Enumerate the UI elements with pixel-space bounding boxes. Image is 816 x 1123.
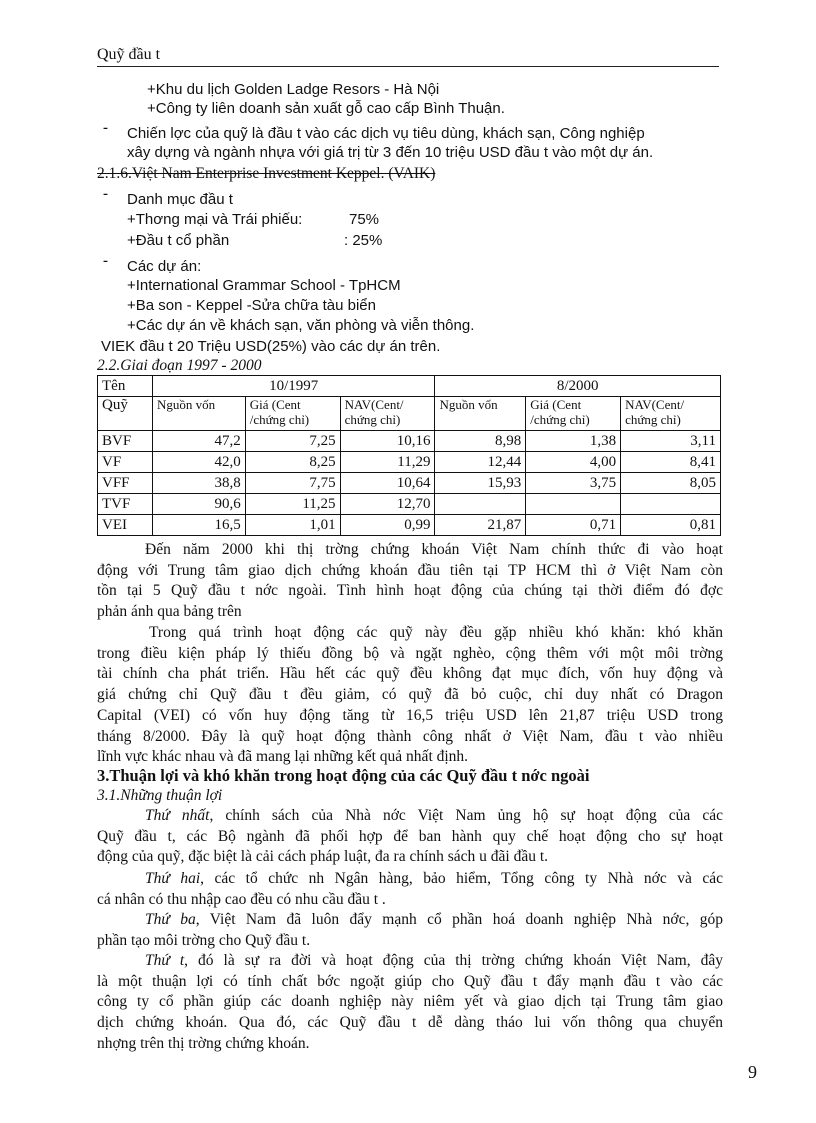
- table-cell: 8,25: [245, 452, 340, 473]
- table-cell: 21,87: [435, 515, 526, 536]
- page-number: 9: [748, 1062, 757, 1082]
- table-cell: 47,2: [152, 431, 245, 452]
- subheader-price-2000: Giá (Cent /chứng chỉ): [526, 397, 621, 431]
- subheader-nav-1997: NAV(Cent/ chứng chỉ): [340, 397, 435, 431]
- project-item-hotels: +Các dự án về khách sạn, văn phòng và viễn thông.: [127, 317, 475, 334]
- table-cell: 1,01: [245, 515, 340, 536]
- table-cell: 42,0: [152, 452, 245, 473]
- page-header-title: Quỹ đầu t: [97, 46, 161, 63]
- fund-name: VEI: [98, 515, 153, 536]
- paragraph-second-advantage: [97, 869, 723, 910]
- table-cell: 0,81: [621, 515, 721, 536]
- paragraph-line: động của quỹ, đặc biệt là cải cách pháp luật, đa ra chính sách u đãi đầu t.: [97, 848, 549, 866]
- paragraph-market-2000: [97, 540, 723, 623]
- paragraph-line: Quỹ đầu t, các Bộ ngành đã phối hợp để ban hành quy chế hoạt động cho sự hoạt: [97, 827, 723, 845]
- table-cell: 10,64: [340, 473, 435, 494]
- table-cell: 0,71: [526, 515, 621, 536]
- section-3-heading: 3.Thuận lợi và khó khăn trong hoạt động của các Quỹ đầu t nớc ngoài: [97, 766, 590, 785]
- trade-bonds-label: +Thơng mại và Trái phiếu:: [127, 211, 303, 228]
- header-rule: [97, 66, 719, 67]
- section-2-2-title: 2.2.Giai đoạn 1997 - 2000: [97, 357, 262, 374]
- subheader-capital-2000: Nguồn vốn: [435, 397, 526, 431]
- table-cell: 10,16: [340, 431, 435, 452]
- paragraph-line: phản ánh qua bảng trên: [97, 603, 242, 621]
- table-cell: [435, 494, 526, 515]
- table-cell: 4,00: [526, 452, 621, 473]
- bullet-mark: -: [103, 186, 108, 202]
- projects-heading: Các dự án:: [127, 258, 202, 275]
- equity-value: : 25%: [344, 232, 383, 249]
- header-period-2000: 8/2000: [435, 376, 721, 397]
- subheader-price-1997: Giá (Cent /chứng chỉ): [245, 397, 340, 431]
- table-cell: 12,44: [435, 452, 526, 473]
- lead-word: Thứ nhất: [145, 807, 210, 824]
- table-cell: 3,75: [526, 473, 621, 494]
- equity-label: +Đầu t cổ phần: [127, 232, 230, 249]
- paragraph-difficulties: [97, 623, 723, 768]
- fund-name: VFF: [98, 473, 153, 494]
- paragraph-line: giá chứng chỉ Quỹ đầu t đều giảm, có quỹ đã bỏ cuộc, chỉ duy nhất có Dragon: [97, 686, 723, 704]
- table-cell: 90,6: [152, 494, 245, 515]
- header-ten: Tên: [98, 376, 153, 397]
- paragraph-line: động với Trung tâm giao dịch chứng khoán đầu tiên tại TP HCM thì ở Việt Nam còn: [97, 561, 723, 579]
- table-cell: 7,25: [245, 431, 340, 452]
- viek-investment-line: VIEK đầu t 20 Triệu USD(25%) vào các dự án trên.: [101, 338, 441, 355]
- trade-bonds-value: 75%: [349, 211, 380, 228]
- table-cell: 11,25: [245, 494, 340, 515]
- strategy-line-1: Chiến lợc của quỹ là đầu t vào các dịch vụ tiêu dùng, khách sạn, Công nghiệp: [127, 125, 645, 142]
- project-item-ba-son: +Ba son - Keppel -Sửa chữa tàu biển: [127, 297, 376, 314]
- section-2-1-6-title: 2.1.6.Việt Nam Enterprise Investment Keppel. (VAIK): [97, 165, 436, 182]
- fund-name: BVF: [98, 431, 153, 452]
- table-cell: 3,11: [621, 431, 721, 452]
- paragraph-line: tồn tại 5 Quỹ đầu t nớc ngoài. Tình hình hoạt động của chúng tại thời điểm đó đợc: [97, 582, 723, 600]
- paragraph-line: Trong quá trình hoạt động các quỹ này đều gặp nhiều khó khăn: khó khăn: [149, 624, 723, 641]
- paragraph-line: Thứ ba, Việt Nam đã luôn đẩy mạnh cổ phần hoá doanh nghiệp Nhà nớc, góp: [145, 911, 724, 928]
- paragraph-line: nhợng trên thị trờng chứng khoán.: [97, 1034, 310, 1052]
- paragraph-fourth-advantage: [97, 951, 723, 1055]
- subheader-nav-2000: NAV(Cent/ chứng chỉ): [621, 397, 721, 431]
- lead-word: Thứ hai: [145, 870, 201, 887]
- paragraph-third-advantage: [97, 910, 723, 951]
- header-period-1997: 10/1997: [152, 376, 435, 397]
- section-3-1-heading: 3.1.Những thuận lợi: [97, 787, 223, 804]
- portfolio-heading: Danh mục đầu t: [127, 191, 233, 208]
- paragraph-line: dịch chứng khoán. Qua đó, các Quỹ đầu t dễ dàng tháo lui vốn thông qua chuyển: [97, 1014, 723, 1032]
- table-row: [98, 431, 721, 452]
- table-cell: 0,99: [340, 515, 435, 536]
- paragraph-line: cá nhân có thu nhập cao đều có nhu cầu đầu t .: [97, 890, 386, 908]
- paragraph-line: công ty cổ phần giúp các doanh nghiệp này niêm yết và giao dịch tại Trung tâm giao: [97, 993, 723, 1011]
- table-cell: 12,70: [340, 494, 435, 515]
- project-line-binh-thuan: +Công ty liên doanh sản xuất gỗ cao cấp Bình Thuận.: [147, 100, 505, 117]
- table-cell: 8,41: [621, 452, 721, 473]
- bullet-mark: -: [103, 253, 108, 269]
- table-cell: 11,29: [340, 452, 435, 473]
- lead-word: Thứ ba: [145, 911, 196, 928]
- paragraph-line: trong điều kiện pháp lý thiếu đồng bộ và ngặt nghèo, cộng thêm với một môi trờng: [97, 644, 723, 662]
- paragraph-line: Capital (VEI) có vốn huy động tăng từ 16,5 triệu USD lên 21,87 triệu USD trong: [97, 706, 723, 724]
- paragraph-line: phần tạo môi trờng cho Quỹ đầu t.: [97, 931, 311, 949]
- lead-word: Thứ t: [145, 952, 185, 969]
- strategy-line-2: xây dựng và ngành nhựa với giá trị từ 3 đến 10 triệu USD đầu t vào một dự án.: [127, 144, 654, 161]
- paragraph-line: là một thuận lợi có tính chất bớc ngoặt giúp cho Quỹ đầu t đẩy mạnh đầu t vào các: [97, 972, 723, 990]
- table-cell: [526, 494, 621, 515]
- paragraph-line: tháng 8/2000. Đây là quỹ hoạt động thành công nhất ở Việt Nam, đầu t vào nhiều: [97, 727, 723, 745]
- table-cell: 38,8: [152, 473, 245, 494]
- subheader-capital-1997: Nguồn vốn: [152, 397, 245, 431]
- paragraph-line: Thứ nhất, chính sách của Nhà nớc Việt Nam ủng hộ sự hoạt động của các: [145, 807, 723, 824]
- project-item-grammar-school: +International Grammar School - TpHCM: [127, 277, 401, 294]
- table-cell: 1,38: [526, 431, 621, 452]
- table-cell: 7,75: [245, 473, 340, 494]
- paragraph-line: Đến năm 2000 khi thị trờng chứng khoán Việt Nam chính thức đi vào hoạt: [145, 541, 723, 558]
- table-cell: 16,5: [152, 515, 245, 536]
- table-cell: 15,93: [435, 473, 526, 494]
- table-row: [98, 494, 721, 515]
- table-cell: 8,98: [435, 431, 526, 452]
- fund-name: VF: [98, 452, 153, 473]
- header-quy: Quỹ: [98, 397, 153, 431]
- bullet-mark: -: [103, 120, 108, 136]
- table-row: [98, 515, 721, 536]
- paragraph-line: tài chính cha phát triển. Hầu hết các quỹ đều không đạt mục đích, vốn huy động và: [97, 665, 723, 683]
- table-cell: [621, 494, 721, 515]
- table-row: [98, 452, 721, 473]
- table-cell: 8,05: [621, 473, 721, 494]
- paragraph-first-advantage: [97, 806, 723, 868]
- paragraph-line: Thứ hai, các tổ chức nh Ngân hàng, bảo hiểm, Tổng công ty Nhà nớc và các: [145, 870, 723, 887]
- project-line-golden: +Khu du lịch Golden Ladge Resors - Hà Nội: [147, 81, 440, 98]
- fund-performance-table: [97, 375, 721, 536]
- paragraph-line: Thứ t, đó là sự ra đời và hoạt động của thị trờng chứng khoán Việt Nam, đây: [145, 952, 723, 969]
- fund-name: TVF: [98, 494, 153, 515]
- table-row: [98, 473, 721, 494]
- paragraph-line: lĩnh vực khác nhau và đã mang lại những kết quả nhất định.: [97, 748, 469, 766]
